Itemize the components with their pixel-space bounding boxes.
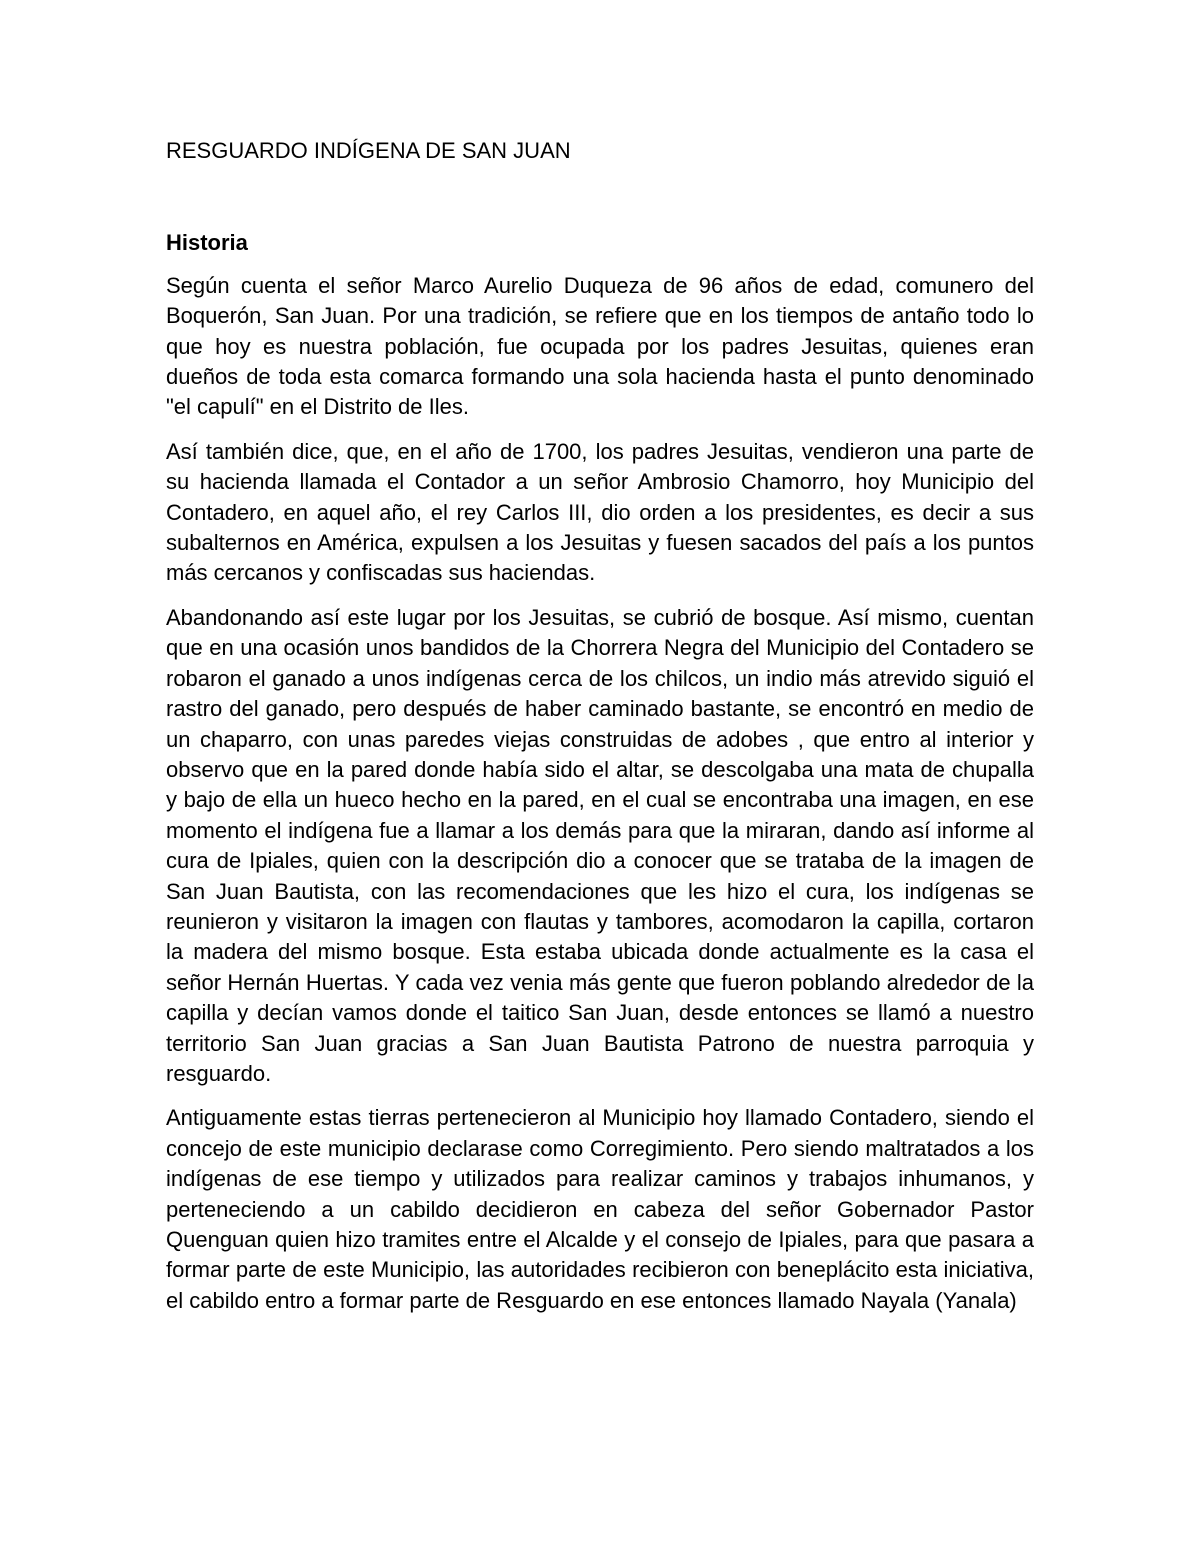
document-page	[166, 136, 1034, 1330]
section-heading-historia: Historia	[166, 230, 248, 256]
paragraph-3: Abandonando así este lugar por los Jesuitas, se cubrió de bosque. Así mismo, cuentan que en una ocasión unos bandidos de la Chorrera Negra del Municipio del Contadero se robaron el ganado a unos indígenas cerca de los chilcos, un indio más atrevido siguió el rastro del ganado, pero después de haber caminado bastante, se encontró en medio de un chaparro, con unas paredes viejas construidas de adobes , que entro al interior y observo que en la pared donde había sido el altar, se descolgaba una mata de chupalla y bajo de ella un hueco hecho en la pared, en el cual se encontraba una imagen, en ese momento el indígena fue a llamar a los demás para que la miraran, dando así informe al cura de Ipiales, quien con la descripción dio a conocer que se trataba de la imagen de San Juan Bautista, con las recomendaciones que les hizo el cura, los indígenas se reunieron y visitaron la imagen con flautas y tambores, acomodaron la capilla, cortaron la madera del mismo bosque. Esta estaba ubicada donde actualmente es la casa el señor Hernán Huertas. Y cada vez venia más gente que fueron poblando alrededor de la capilla y decían vamos donde el taitico San Juan, desde entonces se llamó a nuestro territorio San Juan gracias a San Juan Bautista Patrono de nuestra parroquia y resguardo.	[166, 604, 1034, 1086]
paragraph-4: Antiguamente estas tierras pertenecieron al Municipio hoy llamado Contadero, siendo el concejo de este municipio declarase como Corregimiento. Pero siendo maltratados a los indígenas de ese tiempo y utilizados para realizar caminos y trabajos inhumanos, y perteneciendo a un cabildo decidieron en cabeza del señor Gobernador Pastor Quenguan quien hizo tramites entre el Alcalde y el consejo de Ipiales, para que pasara a formar parte de este Municipio, las autoridades recibieron con beneplácito esta iniciativa, el cabildo entro a formar parte de Resguardo en ese entonces llamado Nayala (Yanala)	[166, 1105, 1034, 1313]
paragraph-1: Según cuenta el señor Marco Aurelio Duqueza de 96 años de edad, comunero del Boquerón, San Juan. Por una tradición, se refiere que en los tiempos de antaño todo lo que hoy es nuestra población, fue ocupada por los padres Jesuitas, quienes eran dueños de toda esta comarca formando una sola hacienda hasta el punto denominado "el capulí" en el Distrito de Iles.	[166, 272, 1034, 420]
paragraph-2: Así también dice, que, en el año de 1700, los padres Jesuitas, vendieron una parte de su hacienda llamada el Contador a un señor Ambrosio Chamorro, hoy Municipio del Contadero, en aquel año, el rey Carlos III, dio orden a los presidentes, es decir a sus subalternos en América, expulsen a los Jesuitas y fuesen sacados del país a los puntos más cercanos y confiscadas sus haciendas.	[166, 438, 1034, 586]
document-title: RESGUARDO INDÍGENA DE SAN JUAN	[166, 138, 571, 163]
